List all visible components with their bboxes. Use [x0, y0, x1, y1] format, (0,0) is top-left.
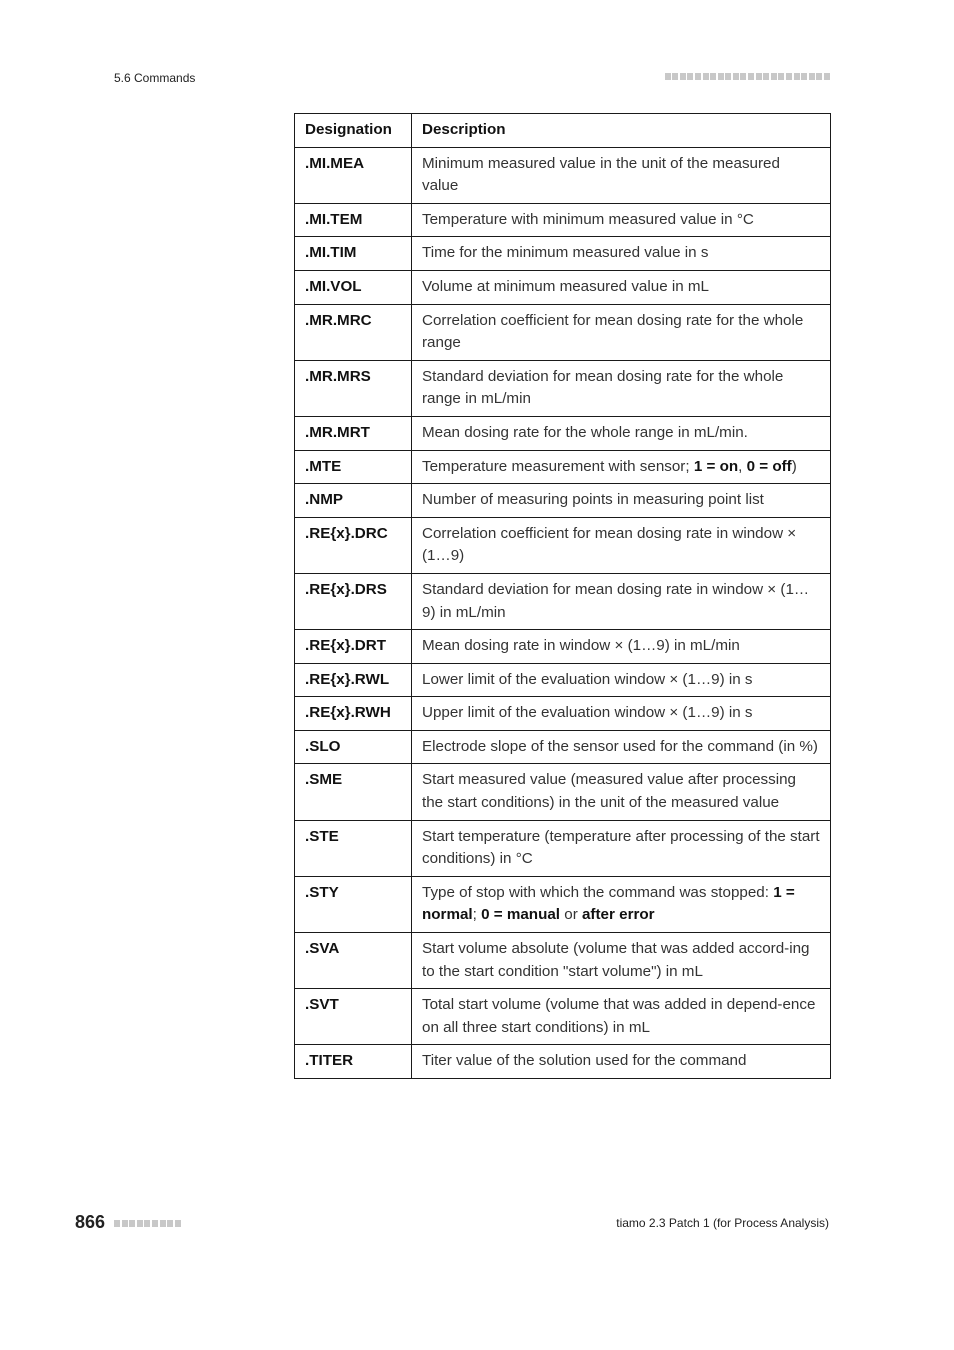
table-header-row: [295, 114, 831, 148]
description-cell: [412, 484, 831, 518]
designation-cell: .NMP: [295, 484, 412, 518]
designation-cell: .MR.MRC: [295, 304, 412, 360]
designation-cell: .SLO: [295, 730, 412, 764]
dot-mark: [160, 1220, 166, 1227]
dot-mark: [175, 1220, 181, 1227]
table-row: [295, 663, 831, 697]
dot-mark: [771, 73, 777, 80]
designation-cell: .MTE: [295, 450, 412, 484]
column-header-designation: Designation: [295, 114, 412, 148]
designation-cell: .RE{x}.RWH: [295, 697, 412, 731]
table-row: [295, 876, 831, 932]
description-text: Type of stop with which the command was stopped:: [422, 883, 774, 901]
description-text: Mean dosing rate for the whole range in mL/min.: [422, 423, 748, 441]
description-cell: [412, 663, 831, 697]
designation-cell: .RE{x}.DRS: [295, 573, 412, 629]
designation-cell: .RE{x}.DRC: [295, 517, 412, 573]
dot-mark: [144, 1220, 150, 1227]
description-cell: [412, 876, 831, 932]
dot-mark: [756, 73, 762, 80]
description-cell: [412, 450, 831, 484]
dot-mark: [710, 73, 716, 80]
designation-cell: .MI.MEA: [295, 147, 412, 203]
description-cell: [412, 517, 831, 573]
designation-cell: .RE{x}.DRT: [295, 630, 412, 664]
table-row: [295, 697, 831, 731]
dot-mark: [114, 1220, 120, 1227]
description-text: Start temperature (temperature after processing of the start conditions) in °C: [422, 827, 820, 868]
description-cell: [412, 203, 831, 237]
description-cell: [412, 237, 831, 271]
description-text: Volume at minimum measured value in mL: [422, 277, 709, 295]
description-text: or: [560, 906, 582, 924]
table-row: [295, 147, 831, 203]
dot-mark: [718, 73, 724, 80]
page-number: 866: [75, 1212, 106, 1232]
description-text: Minimum measured value in the unit of the measured value: [422, 154, 780, 195]
description-text: ,: [738, 457, 747, 475]
dot-mark: [763, 73, 769, 80]
description-text: Start volume absolute (volume that was added accord-ing to the start condition "start volume") in mL: [422, 940, 810, 980]
table-row: [295, 450, 831, 484]
designation-cell: .SVA: [295, 933, 412, 989]
dot-mark: [733, 73, 739, 80]
designation-cell: .SME: [295, 764, 412, 820]
description-text: Standard deviation for mean dosing rate for the whole range in mL/min: [422, 367, 784, 408]
description-text: Temperature with minimum measured value in °C: [422, 210, 754, 228]
designation-cell: .MR.MRT: [295, 416, 412, 450]
running-header-section: 5.6 Commands: [114, 71, 196, 85]
description-text: Lower limit of the evaluation window × (1…9) in s: [422, 670, 753, 688]
description-text: Titer value of the solution used for the command: [422, 1052, 747, 1070]
dot-mark: [786, 73, 792, 80]
description-text: Number of measuring points in measuring point list: [422, 491, 764, 509]
description-text: Total start volume (volume that was added in depend-ence on all three start conditions) in mL: [422, 996, 816, 1036]
table-row: [295, 764, 831, 820]
table-row: [295, 820, 831, 876]
description-cell: [412, 304, 831, 360]
designation-cell: .MI.TIM: [295, 237, 412, 271]
dot-mark: [672, 73, 678, 80]
table-row: [295, 630, 831, 664]
table-row: [295, 304, 831, 360]
designation-cell: .STE: [295, 820, 412, 876]
dot-mark: [695, 73, 701, 80]
table-row: [295, 416, 831, 450]
table-row: [295, 989, 831, 1045]
dot-mark: [778, 73, 784, 80]
table-row: [295, 360, 831, 416]
description-cell: [412, 573, 831, 629]
description-emphasis: 0 = off: [746, 457, 792, 475]
dot-mark: [167, 1220, 173, 1227]
dot-mark: [665, 73, 671, 80]
dot-mark: [740, 73, 746, 80]
dot-mark: [801, 73, 807, 80]
description-text: Standard deviation for mean dosing rate in window × (1…9) in mL/min: [422, 580, 810, 621]
description-cell: [412, 270, 831, 304]
footer-dot-bar: [114, 1220, 181, 1227]
dot-mark: [725, 73, 731, 80]
table-row: [295, 730, 831, 764]
description-emphasis: after error: [581, 906, 655, 924]
description-text: Temperature measurement with sensor;: [422, 457, 694, 475]
dot-mark: [809, 73, 815, 80]
table-row: [295, 203, 831, 237]
table-row: [295, 573, 831, 629]
description-text: Start measured value (measured value after processing the start conditions) in the unit of the measured value: [422, 771, 796, 812]
table-row: [295, 933, 831, 989]
table-row: [295, 270, 831, 304]
description-text: Correlation coefficient for mean dosing rate for the whole range: [422, 311, 804, 352]
dot-mark: [152, 1220, 158, 1227]
description-emphasis: 1 = on: [693, 457, 739, 475]
designation-cell: .MI.VOL: [295, 270, 412, 304]
dot-mark: [122, 1220, 128, 1227]
description-text: Time for the minimum measured value in s: [422, 244, 709, 262]
dot-mark: [824, 73, 830, 80]
designation-cell: .MR.MRS: [295, 360, 412, 416]
designation-cell: .STY: [295, 876, 412, 932]
description-cell: [412, 360, 831, 416]
description-cell: [412, 697, 831, 731]
description-cell: [412, 1045, 831, 1079]
description-text: ): [791, 457, 797, 475]
table-row: [295, 517, 831, 573]
description-text: Upper limit of the evaluation window × (1…9) in s: [422, 704, 753, 722]
description-cell: [412, 730, 831, 764]
dot-mark: [703, 73, 709, 80]
dot-mark: [794, 73, 800, 80]
description-text: Correlation coefficient for mean dosing rate in window × (1…9): [422, 524, 797, 565]
header-dot-bar: [665, 73, 830, 80]
description-cell: [412, 630, 831, 664]
description-emphasis: 1 = normal: [422, 883, 795, 924]
commands-table: [294, 113, 831, 1079]
description-cell: [412, 820, 831, 876]
table-row: [295, 1045, 831, 1079]
description-text: Electrode slope of the sensor used for the command (in %): [422, 737, 818, 755]
dot-mark: [748, 73, 754, 80]
designation-cell: .TITER: [295, 1045, 412, 1079]
table-row: [295, 237, 831, 271]
dot-mark: [137, 1220, 143, 1227]
designation-cell: .SVT: [295, 989, 412, 1045]
description-cell: [412, 933, 831, 989]
description-text: ;: [472, 906, 482, 924]
dot-mark: [129, 1220, 135, 1227]
description-cell: [412, 989, 831, 1045]
dot-mark: [680, 73, 686, 80]
designation-cell: .MI.TEM: [295, 203, 412, 237]
description-text: Mean dosing rate in window × (1…9) in mL/min: [422, 637, 740, 655]
table-row: [295, 484, 831, 518]
description-cell: [412, 764, 831, 820]
designation-cell: .RE{x}.RWL: [295, 663, 412, 697]
column-header-description: Description: [412, 114, 831, 148]
description-cell: [412, 416, 831, 450]
dot-mark: [816, 73, 822, 80]
description-cell: [412, 147, 831, 203]
description-emphasis: 0 = manual: [481, 906, 561, 924]
footer-product-title: tiamo 2.3 Patch 1 (for Process Analysis): [616, 1216, 829, 1230]
dot-mark: [687, 73, 693, 80]
